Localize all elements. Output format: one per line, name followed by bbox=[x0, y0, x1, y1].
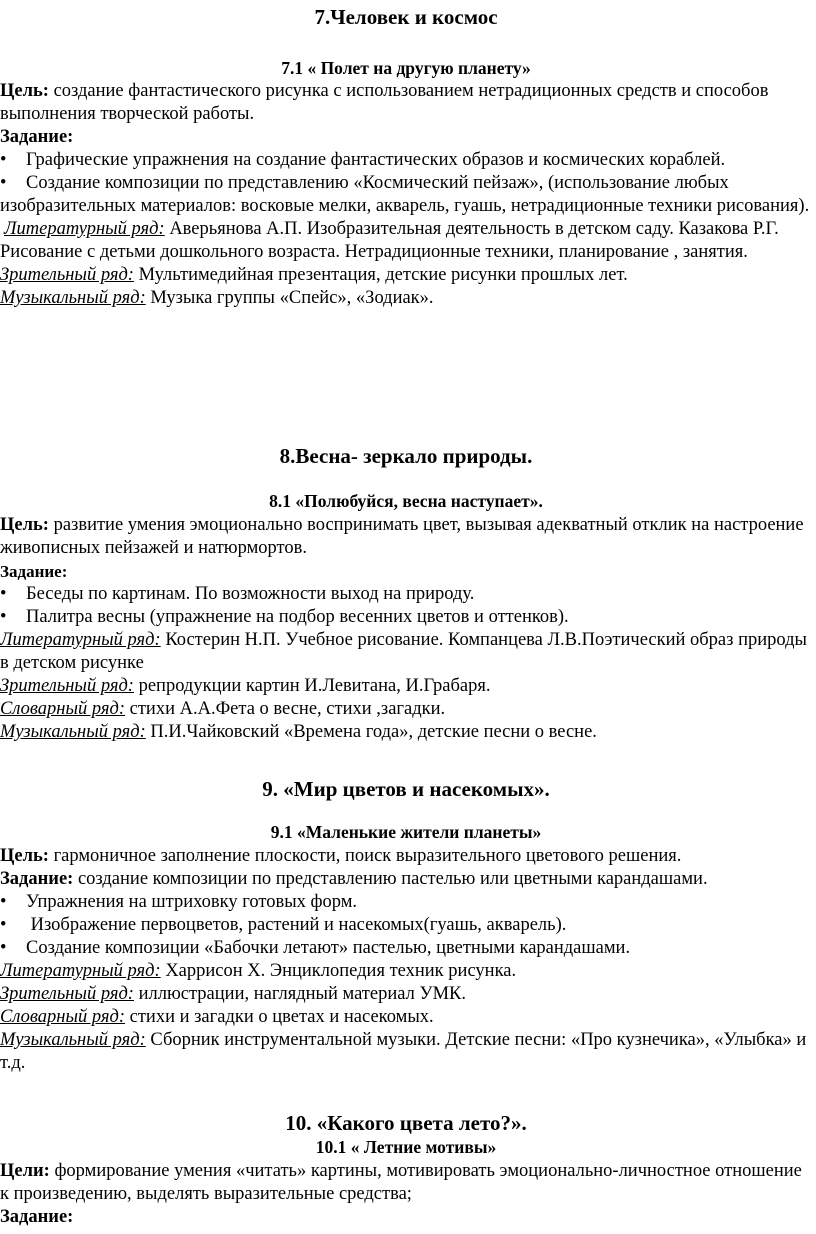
literature-text: Харрисон Х. Энциклопедия техник рисунка. bbox=[165, 961, 517, 981]
goal-label: Цели: bbox=[0, 1161, 50, 1181]
bullet-glyph: • bbox=[0, 607, 7, 627]
bullet-glyph: • bbox=[0, 150, 7, 170]
literature-paragraph bbox=[0, 218, 812, 264]
literature-paragraph bbox=[0, 629, 812, 675]
vocab-text: стихи и загадки о цветах и насекомых. bbox=[129, 1007, 434, 1027]
literature-label: Литературный ряд: bbox=[4, 219, 165, 239]
goal-text: создание фантастического рисунка с использованием нетрадиционных средств и способов выполнения творческой работы. bbox=[0, 81, 769, 124]
literature-label: Литературный ряд: bbox=[0, 961, 161, 981]
literature-label: Литературный ряд: bbox=[0, 630, 161, 650]
bullet-glyph: • bbox=[0, 892, 7, 912]
task-label: Задание: bbox=[0, 1207, 74, 1227]
section-9-title: 9. «Мир цветов и насекомых». bbox=[262, 777, 550, 801]
list-item bbox=[0, 149, 812, 172]
list-item-text: Графические упражнения на создание фантастических образов и космических кораблей. bbox=[26, 150, 726, 170]
list-item-text: Создание композиции по представлению «Космический пейзаж», (использование любых изобразительных материалов: восковые мелки, акварель, гуашь, нетрадиционные техники рисования). bbox=[0, 173, 810, 216]
list-item-text: Упражнения на штриховку готовых форм. bbox=[26, 892, 358, 912]
visual-label: Зрительный ряд: bbox=[0, 265, 134, 285]
literature-text: Костерин Н.П. Учебное рисование. Компанцева Л.В.Поэтический образ природы в детском рисунке bbox=[0, 630, 807, 673]
vocab-label: Словарный ряд: bbox=[0, 699, 125, 719]
list-item-text: Беседы по картинам. По возможности выход на природу. bbox=[26, 584, 475, 604]
list-item bbox=[0, 891, 812, 914]
goal-paragraph bbox=[0, 80, 812, 126]
section-7-body bbox=[0, 80, 812, 310]
vocab-paragraph bbox=[0, 698, 812, 721]
bullet-glyph: • bbox=[0, 915, 7, 935]
music-label: Музыкальный ряд: bbox=[0, 722, 146, 742]
goal-label: Цель: bbox=[0, 81, 49, 101]
list-item bbox=[0, 937, 812, 960]
list-item-text: Создание композиции «Бабочки летают» пастелью, цветными карандашами. bbox=[26, 938, 631, 958]
visual-label: Зрительный ряд: bbox=[0, 676, 134, 696]
task-label: Задание: bbox=[0, 562, 68, 581]
visual-label: Зрительный ряд: bbox=[0, 984, 134, 1004]
visual-text: иллюстрации, наглядный материал УМК. bbox=[138, 984, 466, 1004]
goal-paragraph bbox=[0, 1160, 812, 1206]
list-item-text: Изображение первоцветов, растений и насекомых(гуашь, акварель). bbox=[26, 915, 567, 935]
music-paragraph bbox=[0, 1029, 812, 1075]
vocab-paragraph bbox=[0, 1006, 812, 1029]
literature-text: Аверьянова А.П. Изобразительная деятельность в детском саду. Казакова Р.Г. Рисование с детьми дошкольного возраста. Нетрадиционные техники, планирование , занятия. bbox=[0, 219, 779, 262]
goal-text: гармоничное заполнение плоскости, поиск выразительного цветового решения. bbox=[53, 846, 682, 866]
visual-paragraph bbox=[0, 264, 812, 287]
section-8-title: 8.Весна- зеркало природы. bbox=[279, 444, 533, 468]
goal-text: формирование умения «читать» картины, мотивировать эмоционально-личностное отношение к произведению, выделять выразительные средства; bbox=[0, 1161, 802, 1204]
music-text: П.И.Чайковский «Времена года», детские песни о весне. bbox=[150, 722, 597, 742]
vocab-text: стихи А.А.Фета о весне, стихи ,загадки. bbox=[129, 699, 446, 719]
section-8-subtitle: 8.1 «Полюбуйся, весна наступает». bbox=[269, 491, 543, 511]
list-item bbox=[0, 583, 812, 606]
music-paragraph bbox=[0, 287, 812, 310]
bullet-glyph: • bbox=[0, 584, 7, 604]
vocab-label: Словарный ряд: bbox=[0, 1007, 125, 1027]
goal-paragraph bbox=[0, 514, 812, 560]
goal-text: развитие умения эмоционально воспринимать цвет, вызывая адекватный отклик на настроение живописных пейзажей и натюрмортов. bbox=[0, 515, 804, 558]
task-label: Задание: bbox=[0, 869, 74, 889]
list-item bbox=[0, 172, 812, 218]
goal-label: Цель: bbox=[0, 846, 49, 866]
visual-text: Мультимедийная презентация, детские рисунки прошлых лет. bbox=[138, 265, 628, 285]
list-item bbox=[0, 606, 812, 629]
literature-paragraph bbox=[0, 960, 812, 983]
list-item-text: Палитра весны (упражнение на подбор весенних цветов и оттенков). bbox=[26, 607, 569, 627]
section-10-subtitle: 10.1 « Летние мотивы» bbox=[315, 1137, 497, 1157]
section-7-subtitle: 7.1 « Полет на другую планету» bbox=[281, 58, 531, 78]
bullet-glyph: • bbox=[0, 938, 7, 958]
visual-paragraph bbox=[0, 983, 812, 1006]
goal-label: Цель: bbox=[0, 515, 49, 535]
music-text: Сборник инструментальной музыки. Детские песни: «Про кузнечика», «Улыбка» и т.д. bbox=[0, 1030, 807, 1073]
section-7-title: 7.Человек и космос bbox=[314, 5, 498, 29]
music-paragraph bbox=[0, 721, 812, 744]
bullet-glyph: • bbox=[0, 173, 7, 193]
music-label: Музыкальный ряд: bbox=[0, 1030, 146, 1050]
goal-paragraph bbox=[0, 845, 812, 868]
section-9-body bbox=[0, 845, 812, 1075]
task-text: создание композиции по представлению пастелью или цветными карандашами. bbox=[77, 869, 708, 889]
music-text: Музыка группы «Спейс», «Зодиак». bbox=[150, 288, 434, 308]
list-item bbox=[0, 914, 812, 937]
music-label: Музыкальный ряд: bbox=[0, 288, 146, 308]
visual-paragraph bbox=[0, 675, 812, 698]
section-10-body bbox=[0, 1160, 812, 1229]
task-paragraph bbox=[0, 868, 812, 891]
section-9-subtitle: 9.1 «Маленькие жители планеты» bbox=[270, 822, 542, 842]
section-10-title: 10. «Какого цвета лето?». bbox=[285, 1111, 527, 1135]
task-label: Задание: bbox=[0, 127, 74, 147]
visual-text: репродукции картин И.Левитана, И.Грабаря. bbox=[138, 676, 491, 696]
section-8-body bbox=[0, 514, 812, 744]
